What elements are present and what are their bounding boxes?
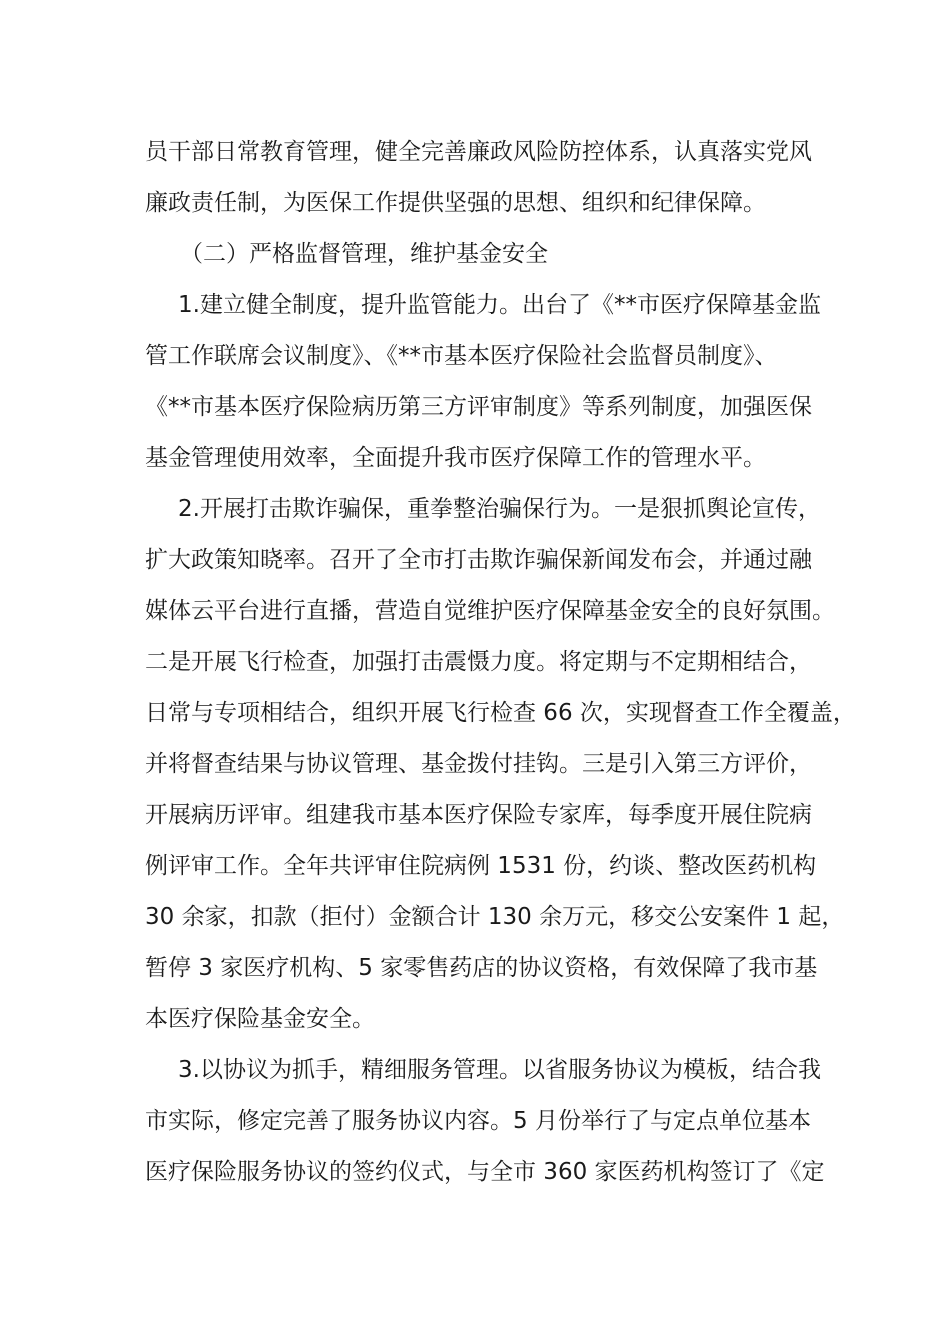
text-line: 暂停 3 家医疗机构、5 家零售药店的协议资格，有效保障了我市基 (145, 955, 818, 981)
text-line: 市实际，修定完善了服务协议内容。5 月份举行了与定点单位基本 (145, 1108, 811, 1134)
text-line: 开展病历评审。组建我市基本医疗保险专家库，每季度开展住院病 (145, 802, 812, 828)
text-line: 基金管理使用效率，全面提升我市医疗保障工作的管理水平。 (145, 445, 766, 471)
text-line: 例评审工作。全年共评审住院病例 1531 份，约谈、整改医药机构 (145, 853, 817, 879)
text-line: 医疗保险服务协议的签约仪式，与全市 360 家医药机构签订了《定 (145, 1159, 825, 1185)
paragraph-first-line: 2.开展打击欺诈骗保，重拳整治骗保行为。一是狠抓舆论宣传， (178, 496, 821, 522)
text-line: 管工作联席会议制度》、《**市基本医疗保险社会监督员制度》、 (145, 343, 778, 369)
text-line: 员干部日常教育管理，健全完善廉政风险防控体系，认真落实党风 (145, 139, 812, 165)
text-line: 并将督查结果与协议管理、基金拨付挂钩。三是引入第三方评价， (145, 751, 812, 777)
text-line: 本医疗保险基金安全。 (145, 1006, 375, 1032)
text-line: 廉政责任制，为医保工作提供坚强的思想、组织和纪律保障。 (145, 190, 766, 216)
text-line: 日常与专项相结合，组织开展飞行检查 66 次，实现督查工作全覆盖， (145, 700, 856, 726)
text-line: 《**市基本医疗保险病历第三方评审制度》等系列制度，加强医保 (145, 394, 812, 420)
text-line: 扩大政策知晓率。召开了全市打击欺诈骗保新闻发布会，并通过融 (145, 547, 812, 573)
text-line: 媒体云平台进行直播，营造自觉维护医疗保障基金安全的良好氛围。 (145, 598, 835, 624)
text-line: 二是开展飞行检查，加强打击震慑力度。将定期与不定期相结合， (145, 649, 812, 675)
section-heading: （二）严格监督管理，维护基金安全 (180, 241, 548, 267)
paragraph-first-line: 1.建立健全制度，提升监管能力。出台了《**市医疗保障基金监 (178, 292, 821, 318)
text-line: 30 余家，扣款（拒付）金额合计 130 余万元，移交公安案件 1 起， (145, 904, 845, 930)
paragraph-first-line: 3.以协议为抓手，精细服务管理。以省服务协议为模板，结合我 (178, 1057, 821, 1083)
document-body (145, 127, 856, 1198)
